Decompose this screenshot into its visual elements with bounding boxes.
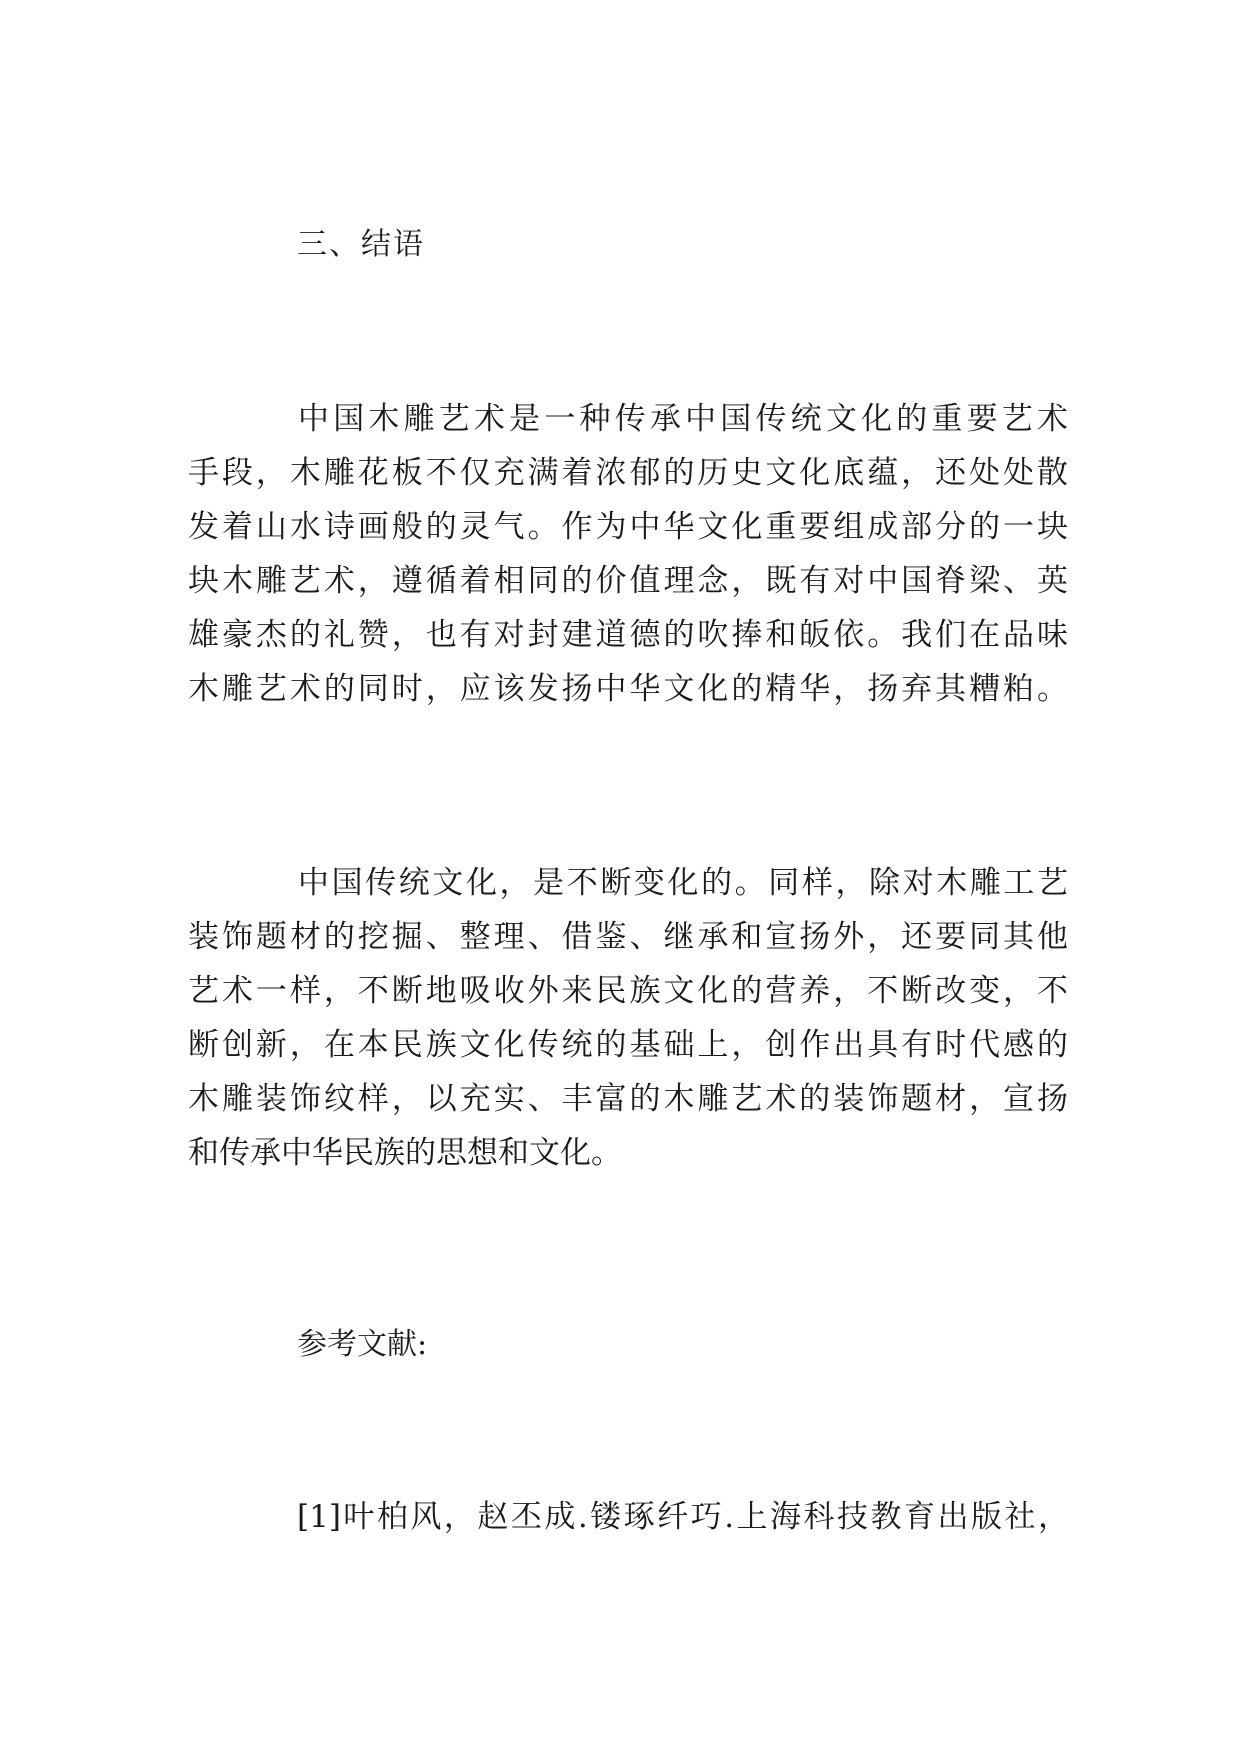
reference-item: [1]叶柏风，赵丕成.镂琢纤巧.上海科技教育出版社， (297, 1499, 1069, 1535)
paragraph-line: 中国传统文化，是不断变化的。同样，除对木雕工艺 (298, 865, 1068, 901)
paragraph-line: 断创新，在本民族文化传统的基础上，创作出具有时代感的 (188, 1027, 1068, 1063)
paragraph-line: 装饰题材的挖掘、整理、借鉴、继承和宣扬外，还要同其他 (188, 919, 1068, 955)
paragraph-line: 中国木雕艺术是一种传承中国传统文化的重要艺术 (298, 401, 1068, 437)
paragraph-conclusion-2 (188, 856, 1068, 1180)
paragraph-line: 艺术一样，不断地吸收外来民族文化的营养，不断改变，不 (188, 973, 1068, 1009)
paragraph-conclusion-1 (188, 392, 1068, 716)
paragraph-line: 块木雕艺术，遵循着相同的价值理念，既有对中国脊梁、英 (188, 563, 1068, 599)
paragraph-line: 雄豪杰的礼赞，也有对封建道德的吹捧和皈依。我们在品味 (188, 617, 1068, 653)
paragraph-line: 发着山水诗画般的灵气。作为中华文化重要组成部分的一块 (188, 509, 1068, 545)
paragraph-line: 木雕装饰纹样，以充实、丰富的木雕艺术的装饰题材，宣扬 (188, 1081, 1068, 1117)
paragraph-line: 手段，木雕花板不仅充满着浓郁的历史文化底蕴，还处处散 (188, 455, 1068, 491)
paragraph-line: 和传承中华民族的思想和文化。 (188, 1135, 622, 1171)
references-heading: 参考文献: (297, 1327, 428, 1362)
section-heading: 三、结语 (297, 227, 425, 262)
paragraph-line: 木雕艺术的同时，应该发扬中华文化的精华，扬弃其糟粕。 (188, 671, 1068, 707)
